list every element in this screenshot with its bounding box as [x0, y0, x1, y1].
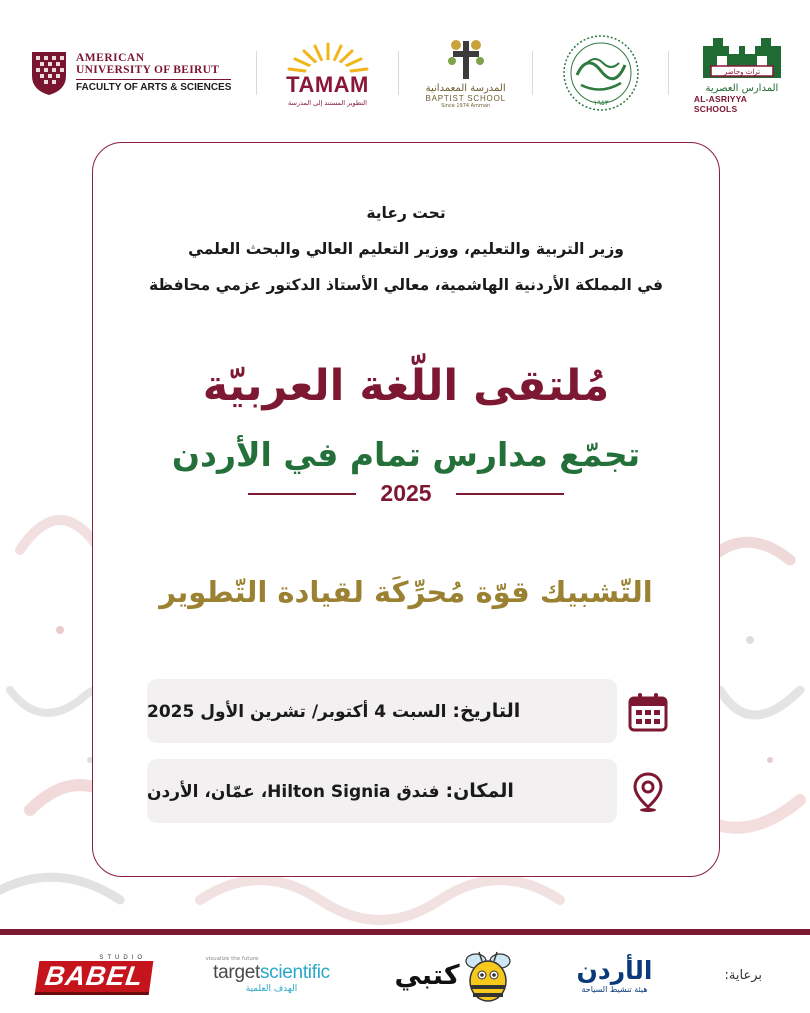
place-pill	[147, 759, 617, 823]
aub-shield-icon	[30, 50, 68, 96]
al-asriyya-logo	[694, 23, 790, 123]
babel-studio-label: STUDIO	[99, 955, 146, 961]
asriyya-arabic-name: المدارس العصرية	[705, 83, 779, 94]
aub-name-line2: UNIVERSITY OF BEIRUT	[76, 64, 220, 77]
year-divider-left	[248, 493, 356, 495]
seal-year: ١٩٥٣	[593, 99, 609, 107]
cross-tree-icon	[446, 37, 486, 81]
jordan-board-name: هيئة تنشيط السياحة	[581, 985, 648, 994]
date-label: التاريخ:	[452, 700, 521, 722]
tamam-logo	[282, 23, 374, 123]
place-value: فندق Hilton Signia، عمّان، الأردن	[147, 782, 446, 802]
target-name-b: scientific	[259, 962, 330, 983]
date-row	[145, 679, 669, 743]
place-row	[145, 759, 669, 823]
calligraphy-seal-logo	[558, 23, 644, 123]
target-scientific-logo	[202, 942, 342, 1008]
target-tagline: visualize the future	[205, 956, 259, 962]
event-tagline: التّشبيك قوّة مُحرِّكَة لقيادة التّطوير	[159, 575, 653, 609]
school-building-icon	[699, 32, 785, 82]
target-name-a: target	[213, 962, 260, 983]
seal-icon	[561, 33, 641, 113]
babel-name: BABEL	[35, 961, 154, 995]
asriyya-banner: تراث وحاضر	[723, 68, 760, 76]
aub-logo	[30, 23, 231, 123]
bee-icon	[462, 947, 514, 1003]
jordan-name: الأردن	[576, 956, 653, 985]
year-row	[93, 480, 719, 507]
target-arabic-name: الهدف العلمية	[245, 984, 298, 994]
babel-logo	[36, 942, 152, 1008]
baptist-arabic-name: المدرسة المعمدانية	[425, 83, 506, 94]
date-value: السبت 4 أكتوبر/ تشرين الأول 2025	[147, 702, 453, 722]
patronage-block	[93, 195, 719, 303]
jordan-tourism-logo	[567, 942, 663, 1008]
target-name	[213, 962, 330, 984]
sponsored-by-label: برعاية:	[724, 967, 762, 983]
patronage-line-3: في المملكة الأردنية الهاشمية، معالي الأستاذ الدكتور عزمي محافظة	[148, 276, 664, 294]
date-pill	[147, 679, 617, 743]
logo-divider	[532, 51, 533, 95]
event-subtitle: تجمّع مدارس تمام في الأردن	[171, 435, 641, 474]
baptist-school-logo	[424, 23, 508, 123]
event-card	[92, 142, 720, 877]
date-text	[147, 700, 520, 722]
tamam-tagline: التطوير المستند إلى المدرسة	[288, 98, 367, 107]
patronage-line-1: تحت رعاية	[366, 204, 446, 222]
place-text	[147, 780, 514, 802]
footer-rule	[0, 929, 810, 935]
calendar-icon	[627, 691, 669, 733]
aub-name-line1: AMERICAN	[76, 52, 145, 65]
baptist-english-name: BAPTIST SCHOOL	[425, 94, 506, 103]
partner-logo-bar	[30, 18, 790, 128]
location-pin-icon	[627, 771, 669, 813]
logo-divider	[256, 51, 257, 95]
tamam-name: TAMAM	[286, 71, 369, 97]
logo-divider	[398, 51, 399, 95]
asriyya-english-name: AL-ASRIYYA SCHOOLS	[693, 94, 747, 114]
sunrise-icon	[285, 40, 371, 76]
logo-divider	[668, 51, 669, 95]
place-label: المكان:	[445, 780, 514, 802]
kotobi-name: كتبي	[394, 959, 460, 991]
sponsor-bar	[0, 940, 810, 1010]
kotobi-logo	[391, 942, 517, 1008]
baptist-since: Since 1974 Amman	[441, 103, 491, 109]
aub-faculty: FACULTY OF ARTS & SCIENCES	[76, 79, 231, 94]
event-title: مُلتقى اللّغة العربيّة	[202, 361, 610, 411]
year-divider-right	[456, 493, 564, 495]
patronage-line-2: وزير التربية والتعليم، ووزير التعليم العالي والبحث العلمي	[188, 240, 624, 258]
event-year: 2025	[380, 480, 432, 506]
